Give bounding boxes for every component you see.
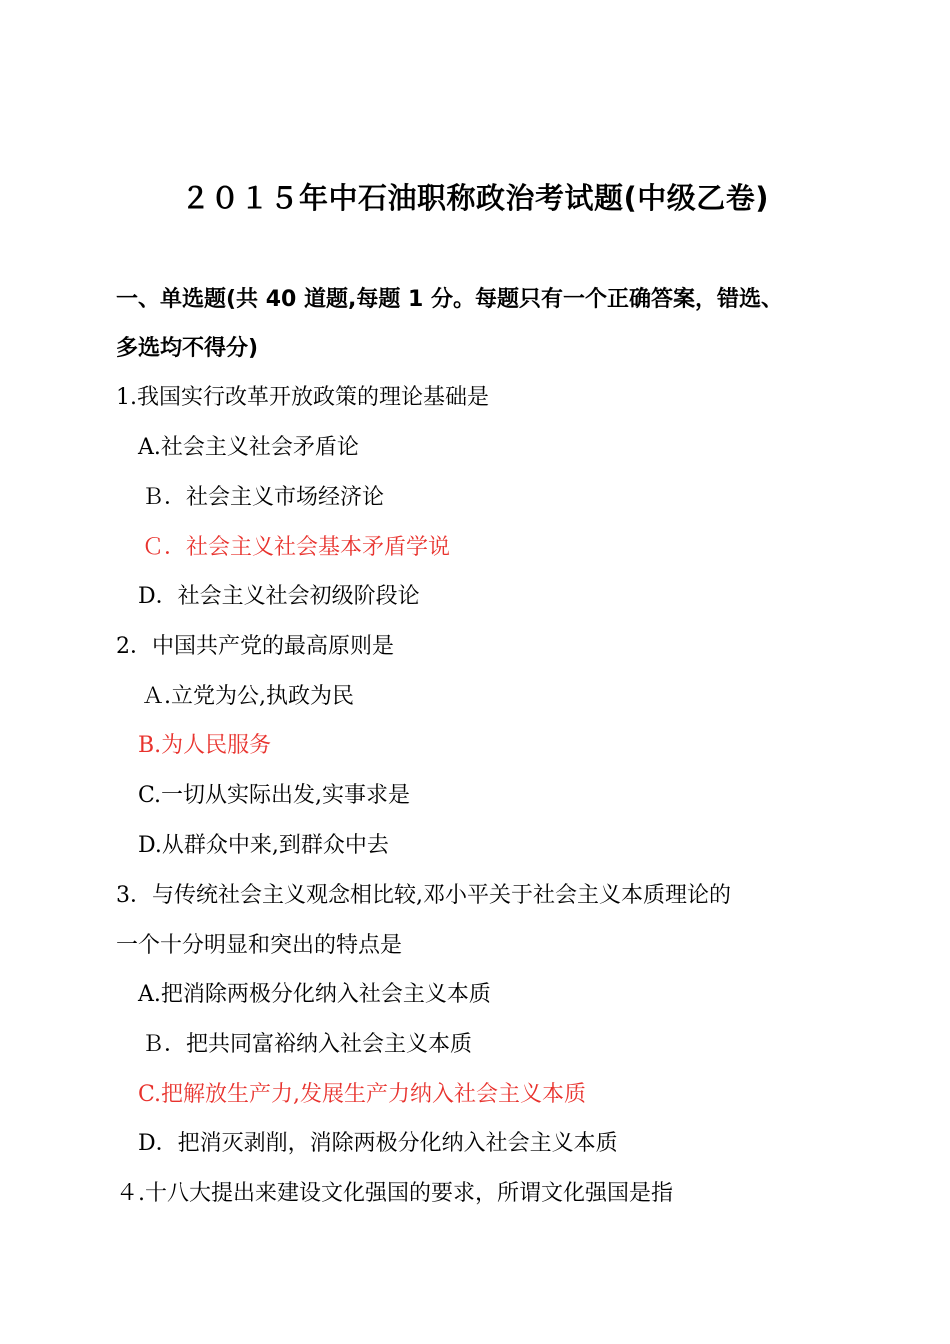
question-3-option-c-answer: C.把解放生产力,发展生产力纳入社会主义本质 xyxy=(138,1082,587,1107)
section-heading-line-1: 一、单选题(共 40 道题,每题 1 分。每题只有一个正确答案，错选、 xyxy=(116,287,783,312)
question-3-stem-line-1: 3．与传统社会主义观念相比较,邓小平关于社会主义本质理论的 xyxy=(116,883,731,908)
section-heading-line-2: 多选均不得分) xyxy=(116,336,259,361)
question-1-stem: 1.我国实行改革开放政策的理论基础是 xyxy=(116,385,489,410)
question-1-option-d: D．社会主义社会初级阶段论 xyxy=(138,584,420,609)
question-3-option-d: D．把消灭剥削，消除两极分化纳入社会主义本质 xyxy=(138,1131,618,1156)
question-3-option-b: Ｂ．把共同富裕纳入社会主义本质 xyxy=(142,1032,473,1057)
question-2-option-c: C.一切从实际出发,实事求是 xyxy=(138,783,411,808)
question-1-option-c-answer: Ｃ．社会主义社会基本矛盾学说 xyxy=(142,535,451,560)
question-1-option-a: A.社会主义社会矛盾论 xyxy=(138,435,359,460)
question-2-option-b-answer: B.为人民服务 xyxy=(138,733,272,758)
question-2-option-a: Ａ.立党为公,执政为民 xyxy=(142,684,354,709)
question-1-option-b: Ｂ．社会主义市场经济论 xyxy=(142,485,385,510)
question-3-option-a: A.把消除两极分化纳入社会主义本质 xyxy=(138,982,491,1007)
question-2-option-d: D.从群众中来,到群众中去 xyxy=(138,833,389,858)
question-2-stem: 2．中国共产党的最高原则是 xyxy=(116,634,394,659)
document-title: ２０１５年中石油职称政治考试题(中级乙卷) xyxy=(180,181,769,215)
question-4-stem: ４.十八大提出来建设文化强国的要求，所谓文化强国是指 xyxy=(116,1181,673,1206)
question-3-stem-line-2: 一个十分明显和突出的特点是 xyxy=(116,933,403,958)
